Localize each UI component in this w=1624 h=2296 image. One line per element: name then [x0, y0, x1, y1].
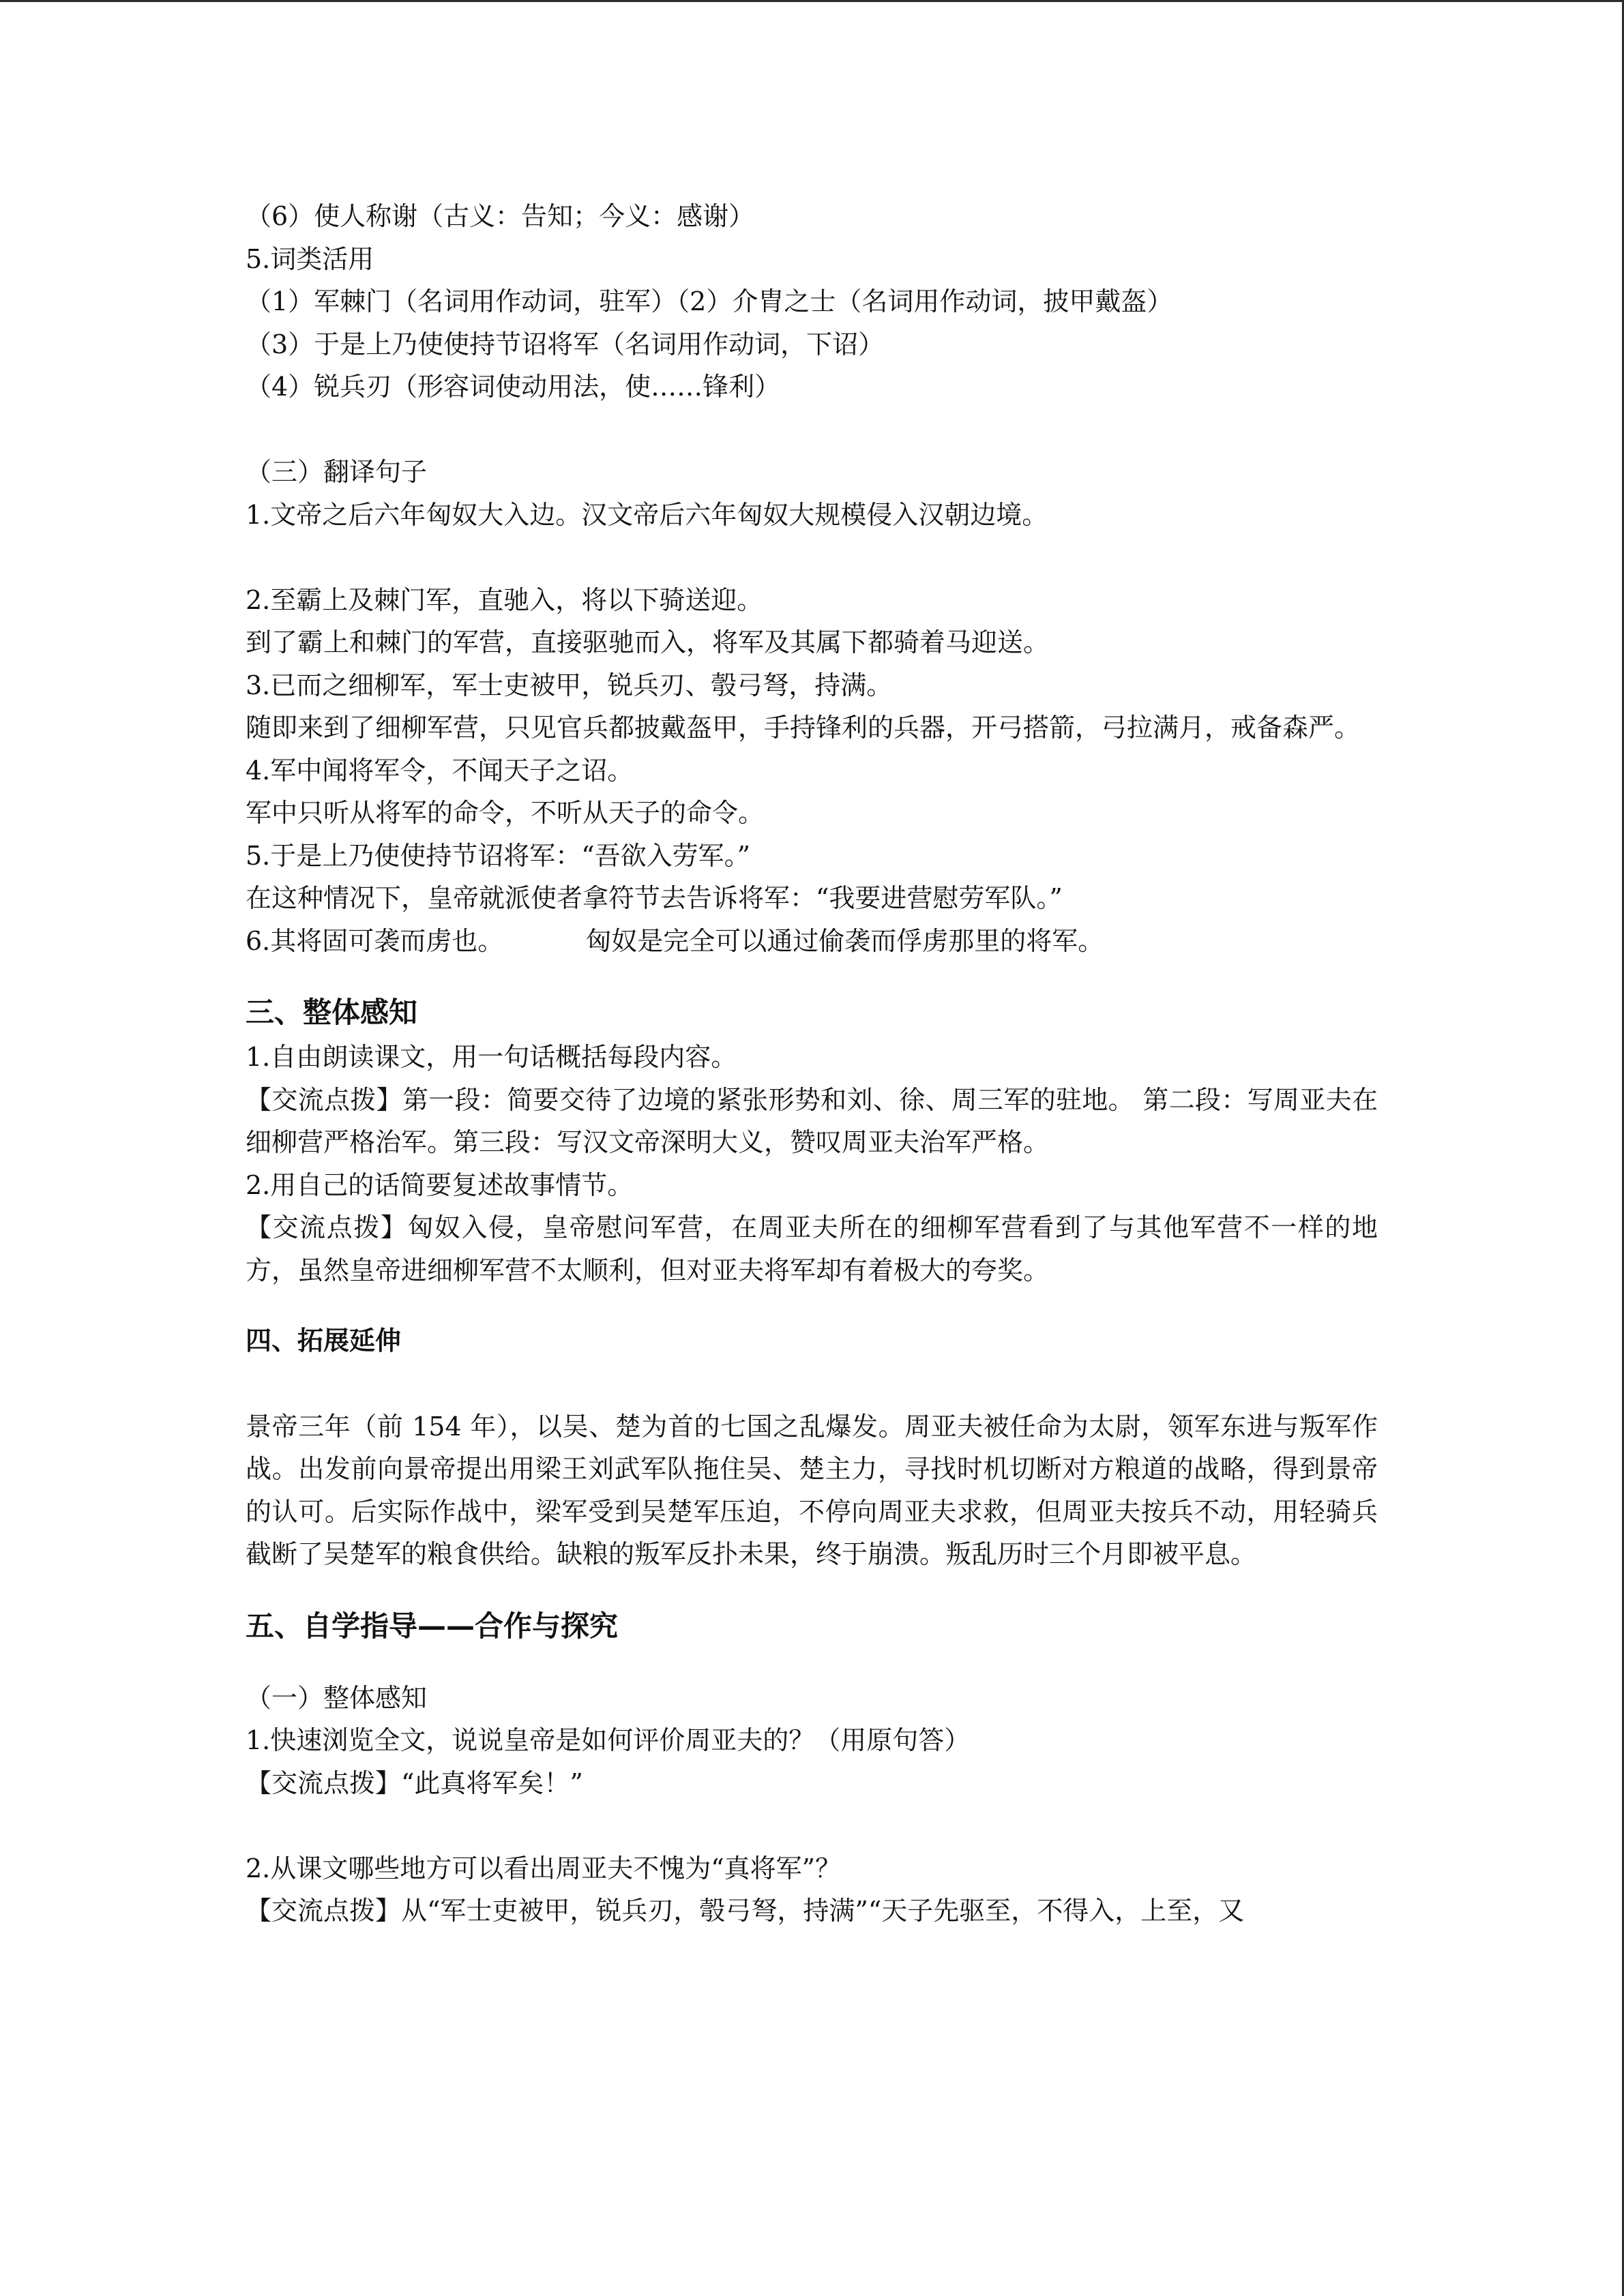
translation-heading: （三）翻译句子 [246, 457, 428, 487]
spacer [246, 1362, 1378, 1405]
vocab-item-3: （3）于是上乃使使持节诏将军（名词用作动词，下诏） [246, 329, 885, 359]
translation-s6: 6.其将固可袭而虏也。 [246, 925, 504, 956]
translation-s4: 4.军中闻将军令，不闻天子之诏。 [246, 755, 634, 786]
section-3-a2: 【交流点拨】匈奴入侵，皇帝慰问军营，在周亚夫所在的细柳军营看到了与其他军营不一样的地方，虽然皇帝进细柳军营不太顺利，但对亚夫将军却有着极大的夸奖。 [246, 1212, 1378, 1285]
section-5-q2: 2.从课文哪些地方可以看出周亚夫不愧为“真将军”？ [246, 1853, 842, 1883]
section-5-a2: 【交流点拨】从“军士吏被甲，锐兵刃，彀弓弩，持满”“天子先驱至，不得入，上至，又 [246, 1896, 1245, 1926]
section-4-body: 景帝三年（前 154 年），以吴、楚为首的七国之乱爆发。周亚夫被任命为太尉，领军东进与叛军作战。出发前向景帝提出用梁王刘武军队拖住吴、楚主力，寻找时机切断对方粮道的战略，得到景帝的认可。后实际作战中，梁军受到吴楚军压迫，不停向周亚夫求救，但周亚夫按兵不动，用轻骑兵截断了吴楚军的粮食供给。缺粮的叛军反扑未果，终于崩溃。叛乱历时三个月即被平息。 [246, 1411, 1378, 1569]
spacer [246, 1576, 1378, 1603]
translation-s1: 1.文帝之后六年匈奴大入边。汉文帝后六年匈奴大规模侵入汉朝边境。 [246, 499, 1048, 530]
vocab-item-4: （4）锐兵刃（形容词使动用法，使……锋利） [246, 372, 781, 402]
section-3-q2: 2.用自己的话简要复述故事情节。 [246, 1169, 634, 1200]
translation-s2-answer: 到了霸上和棘门的军营，直接驱驰而入，将军及其属下都骑着马迎送。 [246, 627, 1050, 657]
vocab-heading-5: 5.词类活用 [246, 243, 374, 274]
translation-s3-answer: 随即来到了细柳军营，只见官兵都披戴盔甲，手持锋利的兵器，开弓搭箭，弓拉满月，戒备森严。 [246, 713, 1361, 743]
vocab-item-6: （6）使人称谢（古义：告知；今义：感谢） [246, 201, 755, 231]
translation-s5-answer: 在这种情况下，皇帝就派使者拿符节去告诉将军：“我要进营慰劳军队。” [246, 883, 1063, 913]
section-3-q1: 1.自由朗读课文，用一句话概括每段内容。 [246, 1042, 737, 1072]
section-5-title: 五、自学指导——合作与探究 [246, 1609, 619, 1643]
translation-s2: 2.至霸上及棘门军，直驰入，将以下骑送迎。 [246, 584, 763, 615]
section-3-a1: 【交流点拨】第一段：简要交待了边境的紧张形势和刘、徐、周三军的驻地。 第二段：写周亚夫在细柳营严格治军。第三段：写汉文帝深明大义，赞叹周亚夫治军严格。 [246, 1084, 1378, 1157]
spacer [246, 1650, 1378, 1677]
spacer [246, 536, 1378, 579]
section-5-q1: 1.快速浏览全文，说说皇帝是如何评价周亚夫的？（用原句答） [246, 1725, 971, 1755]
translation-s5: 5.于是上乃使使持节诏将军：“吾欲入劳军。” [246, 840, 751, 871]
page-top-border [0, 0, 1624, 2]
vocab-item-1-2: （1）军棘门（名词用作动词，驻军）（2）介胄之士（名词用作动词，披甲戴盔） [246, 286, 1173, 316]
section-3-title: 三、整体感知 [246, 996, 418, 1029]
section-5-a1: 【交流点拨】“此真将军矣！” [246, 1768, 583, 1798]
translation-s4-answer: 军中只听从将军的命令，不听从天子的命令。 [246, 798, 765, 828]
spacer [246, 962, 1378, 989]
spacer [246, 408, 1378, 451]
translation-s3: 3.已而之细柳军，军士吏被甲，锐兵刃、彀弓弩，持满。 [246, 670, 893, 700]
document-body [246, 195, 1378, 1933]
spacer [246, 1804, 1378, 1847]
translation-s6-answer: 匈奴是完全可以通过偷袭而俘虏那里的将军。 [585, 925, 1104, 956]
spacer [246, 1292, 1378, 1319]
section-5-subheading: （一）整体感知 [246, 1682, 428, 1713]
section-4-title: 四、拓展延伸 [246, 1326, 402, 1356]
translation-s6-row [246, 920, 1378, 963]
